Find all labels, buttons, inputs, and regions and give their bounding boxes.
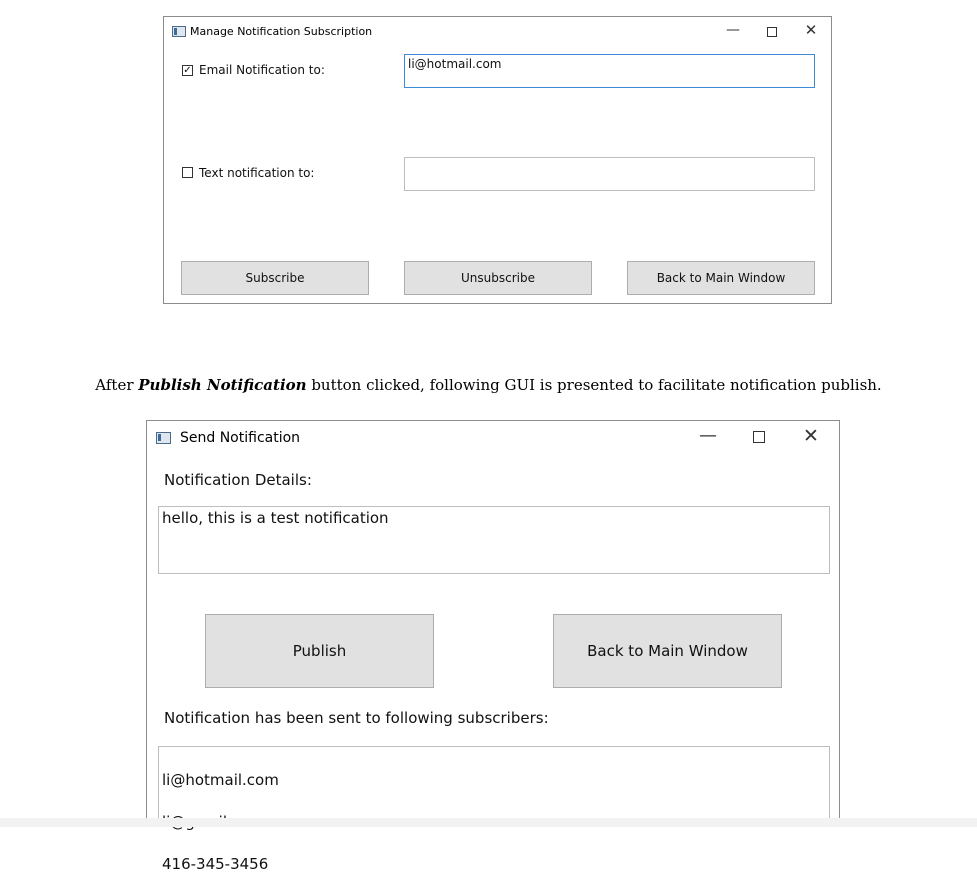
- manage-subscription-window: [163, 16, 832, 304]
- caption-prefix: After: [95, 376, 139, 394]
- close-icon[interactable]: ✕: [803, 425, 819, 447]
- back-to-main-button[interactable]: Back to Main Window: [627, 261, 815, 295]
- minimize-icon[interactable]: —: [726, 22, 740, 38]
- list-item: li@hotmail.com: [162, 771, 279, 789]
- email-notification-label: Email Notification to:: [199, 63, 325, 77]
- subscribers-list[interactable]: [158, 746, 830, 873]
- window-title: Send Notification: [180, 430, 301, 446]
- back-to-main-button[interactable]: Back to Main Window: [553, 614, 782, 688]
- email-checkbox[interactable]: ✓: [183, 65, 192, 76]
- minimize-icon[interactable]: —: [699, 425, 717, 446]
- app-icon: [172, 26, 186, 37]
- phone-field[interactable]: [404, 157, 815, 191]
- subscribe-button[interactable]: Subscribe: [181, 261, 369, 295]
- document-caption: [0, 376, 977, 394]
- caption-emphasis: Publish Notification: [138, 376, 307, 394]
- text-checkbox[interactable]: [182, 167, 193, 178]
- maximize-icon[interactable]: [767, 27, 777, 37]
- unsubscribe-button[interactable]: Unsubscribe: [404, 261, 592, 295]
- notification-details-label: Notification Details:: [164, 471, 312, 489]
- send-notification-window: [146, 420, 840, 873]
- email-field[interactable]: li@hotmail.com: [404, 54, 815, 88]
- sent-to-subscribers-label: Notification has been sent to following subscribers:: [164, 709, 549, 727]
- text-notification-label: Text notification to:: [199, 166, 315, 180]
- close-icon[interactable]: ✕: [804, 21, 818, 39]
- app-icon: [156, 432, 171, 444]
- maximize-icon[interactable]: [753, 431, 765, 443]
- window-title: Manage Notification Subscription: [190, 25, 373, 38]
- page-bottom-strip: [0, 818, 977, 827]
- list-item: 416-345-3456: [162, 855, 269, 873]
- publish-button[interactable]: Publish: [205, 614, 434, 688]
- notification-details-field[interactable]: hello, this is a test notification: [158, 506, 830, 574]
- caption-suffix: button clicked, following GUI is presented to facilitate notification publish.: [306, 376, 882, 394]
